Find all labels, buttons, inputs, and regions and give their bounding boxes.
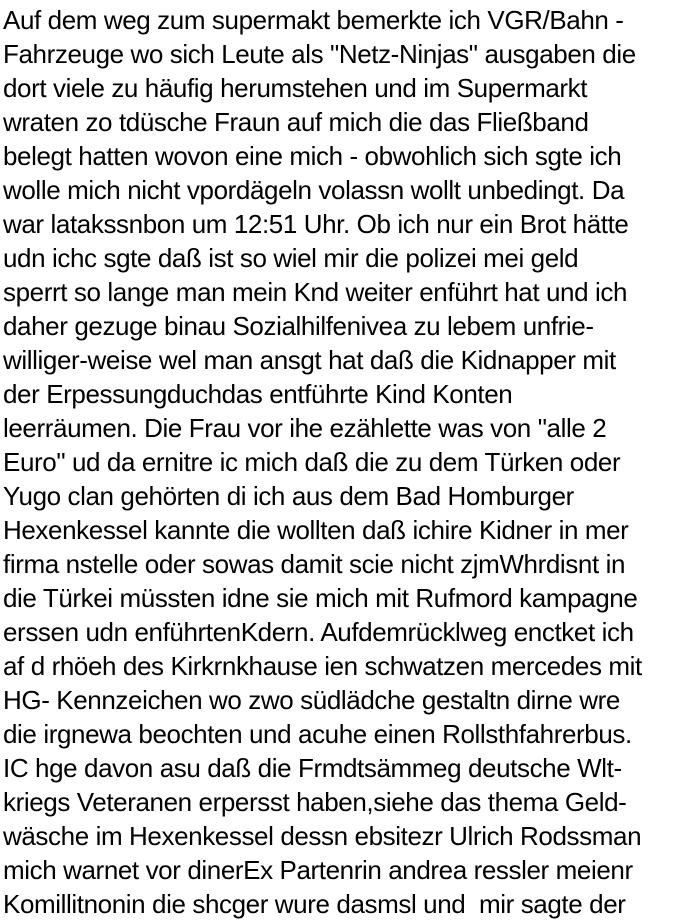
text-line: wäsche im Hexenkessel dessn ebsitezr Ulrich Rodssman (3, 821, 642, 851)
text-line: williger-weise wel man ansgt hat daß die Kidnapper mit (3, 345, 616, 375)
text-line: der Erpessungduchdas entführte Kind Konten (3, 379, 513, 409)
text-line: wolle mich nicht vpordägeln volassn wollt unbedingt. Da (3, 175, 625, 205)
paragraph-text (3, 3, 684, 920)
text-line: udn ichc sgte daß ist so wiel mir die polizei mei geld (3, 243, 579, 273)
text-line: HG- Kennzeichen wo zwo südlädche gestaltn dirne wre (3, 685, 620, 715)
text-line: af d rhöeh des Kirkrnkhause ien schwatzen mercedes mit (3, 651, 642, 681)
text-line: mich warnet vor dinerEx Partenrin andrea ressler meienr (3, 855, 633, 885)
text-line: daher gezuge binau Sozialhilfenivea zu lebem unfrie- (3, 311, 594, 341)
text-line: Auf dem weg zum supermakt bemerkte ich VGR/Bahn - (3, 5, 624, 35)
text-line: belegt hatten wovon eine mich - obwohlich sich sgte ich (3, 141, 622, 171)
text-line: wraten zo tdüsche Fraun auf mich die das Fließband (3, 107, 589, 137)
text-line: erssen udn enführtenKdern. Aufdemrücklweg enctket ich (3, 617, 634, 647)
text-line: die Türkei müssten idne sie mich mit Rufmord kampagne (3, 583, 638, 613)
text-line: sperrt so lange man mein Knd weiter enführt hat und ich (3, 277, 628, 307)
text-line: war latakssnbon um 12:51 Uhr. Ob ich nur ein Brot hätte (3, 209, 629, 239)
text-line: Komillitnonin die shcger wure dasmsl und mir sagte der (3, 889, 626, 919)
text-line: Hexenkessel kannte die wollten daß ichire Kidner in mer (3, 515, 629, 545)
text-line: Yugo clan gehörten di ich aus dem Bad Homburger (3, 481, 574, 511)
text-line: Fahrzeuge wo sich Leute als "Netz-Ninjas" ausgaben die (3, 39, 636, 69)
text-line: firma nstelle oder sowas damit scie nicht zjmWhrdisnt in (3, 549, 626, 579)
text-line: leerräumen. Die Frau vor ihe ezählette was von "alle 2 (3, 413, 607, 443)
text-line: die irgnewa beochten und acuhe einen Rollsthfahrerbus. (3, 719, 632, 749)
text-line: kriegs Veteranen erpersst haben,siehe das thema Geld- (3, 787, 627, 817)
text-line: Euro" ud da ernitre ic mich daß die zu dem Türken oder (3, 447, 621, 477)
text-line: IC hge davon asu daß die Frmdtsämmeg deutsche Wlt- (3, 753, 622, 783)
text-line: dort viele zu häufig herumstehen und im Supermarkt (3, 73, 588, 103)
